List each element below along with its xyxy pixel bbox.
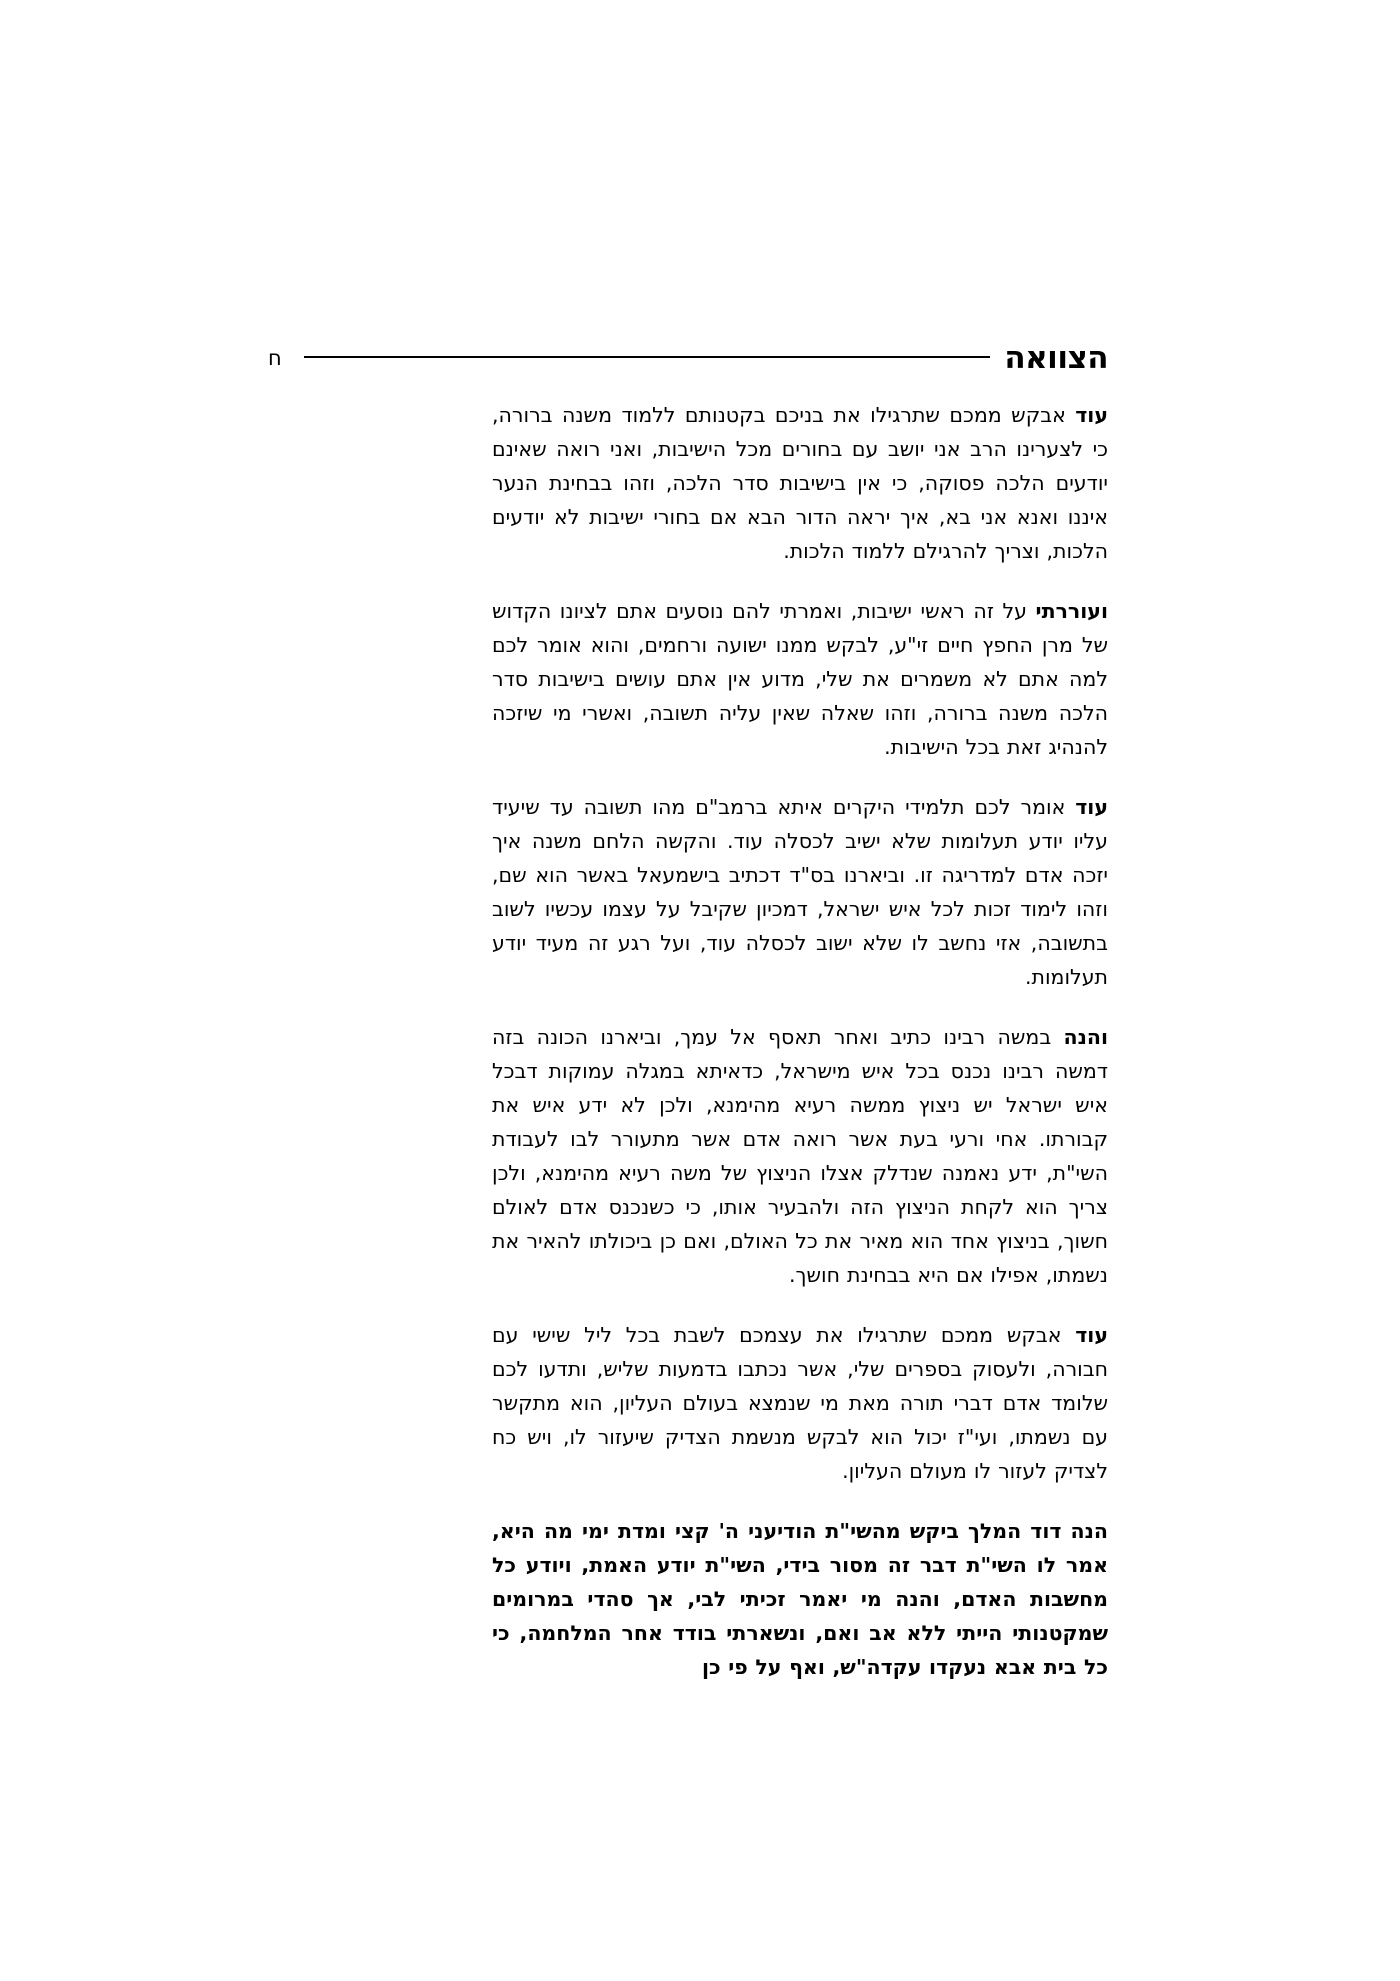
running-head — [268, 332, 1108, 384]
paragraph-5-lead: עוד — [1075, 1323, 1108, 1347]
paragraph-4-lead: והנה — [1063, 1025, 1108, 1049]
paragraph-6-body: הנה דוד המלך ביקש מהשי"ת הודיעני ה' קצי ומדת ימי מה היא, אמר לו השי"ת דבר זה מסור בידי, השי"ת יודע האמת, ויודע כל מחשבות האדם, והנה מי יאמר זכיתי לבי, אך סהדי במרומים שמקטנותי הייתי ללא אב ואם, ונשארתי בודד אחר המלחמה, כי כל בית אבא נעקדו עקדה"ש, ואף על פי כן — [492, 1519, 1108, 1679]
paragraph-2-lead: ועוררתי — [1035, 599, 1108, 623]
paragraph-3-lead: עוד — [1075, 795, 1108, 819]
header-rule — [304, 356, 991, 358]
paragraph-3-body: אומר לכם תלמידי היקרים איתא ברמב"ם מהו תשובה עד שיעיד עליו יודע תעלומות שלא ישיב לכסלה עוד. והקשה הלחם משנה איך יזכה אדם למדריגה זו. וביארנו בס"ד דכתיב בישמעאל באשר הוא שם, וזהו לימוד זכות לכל איש ישראל, דמכיון שקיבל על עצמו עכשיו לשוב בתשובה, אזי נחשב לו שלא ישוב לכסלה עוד, ועל רגע זה מעיד יודע תעלומות. — [492, 795, 1108, 989]
paragraph-4-body: במשה רבינו כתיב ואחר תאסף אל עמך, וביארנו הכונה בזה דמשה רבינו נכנס בכל איש מישראל, כדאיתא במגלה עמוקות דבכל איש ישראל יש ניצוץ ממשה רעיא מהימנא, ולכן לא ידע איש את קבורתו. אחי ורעי בעת אשר רואה אדם אשר מתעורר לבו לעבודת השי"ת, ידע נאמנה שנדלק אצלו הניצוץ של משה רעיא מהימנא, ולכן צריך הוא לקחת הניצוץ הזה ולהבעיר אותו, כי כשנכנס אדם לאולם חשוך, בניצוץ אחד הוא מאיר את כל האולם, ואם כן ביכולתו להאיר את נשמתו, אפילו אם היא בבחינת חושך. — [492, 1025, 1108, 1287]
body-text-block — [492, 398, 1108, 1684]
paragraph-1 — [492, 398, 1108, 568]
paragraph-5-body: אבקש ממכם שתרגילו את עצמכם לשבת בכל ליל שישי עם חבורה, ולעסוק בספרים שלי, אשר נכתבו בדמעות שליש, ותדעו לכם שלומד אדם דברי תורה מאת מי שנמצא בעולם העליון, הוא מתקשר עם נשמתו, ועי"ז יכול הוא לבקש מנשמת הצדיק שיעזור לו, ויש כח לצדיק לעזור לו מעולם העליון. — [492, 1323, 1108, 1483]
paragraph-4 — [492, 1020, 1108, 1292]
paragraph-5 — [492, 1318, 1108, 1488]
page-title: הצוואה — [1004, 339, 1108, 376]
paragraph-1-lead: עוד — [1075, 403, 1108, 427]
paragraph-3 — [492, 790, 1108, 994]
paragraph-2 — [492, 594, 1108, 764]
paragraph-2-body: על זה ראשי ישיבות, ואמרתי להם נוסעים אתם לציונו הקדוש של מרן החפץ חיים זי"ע, לבקש ממנו ישועה ורחמים, והוא אומר לכם למה אתם לא משמרים את שלי, מדוע אין אתם עושים בישיבות סדר הלכה משנה ברורה, וזהו שאלה שאין עליה תשובה, ואשרי מי שיזכה להנהיג זאת בכל הישיבות. — [492, 599, 1108, 759]
page-number: ח — [268, 345, 282, 370]
paragraph-1-body: אבקש ממכם שתרגילו את בניכם בקטנותם ללמוד משנה ברורה, כי לצערינו הרב אני יושב עם בחורים מכל הישיבות, ואני רואה שאינם יודעים הלכה פסוקה, כי אין בישיבות סדר הלכה, וזהו בבחינת הנער איננו ואנא אני בא, איך יראה הדור הבא אם בחורי ישיבות לא יודעים הלכות, וצריך להרגילם ללמוד הלכות. — [492, 403, 1108, 563]
paragraph-6 — [492, 1514, 1108, 1684]
